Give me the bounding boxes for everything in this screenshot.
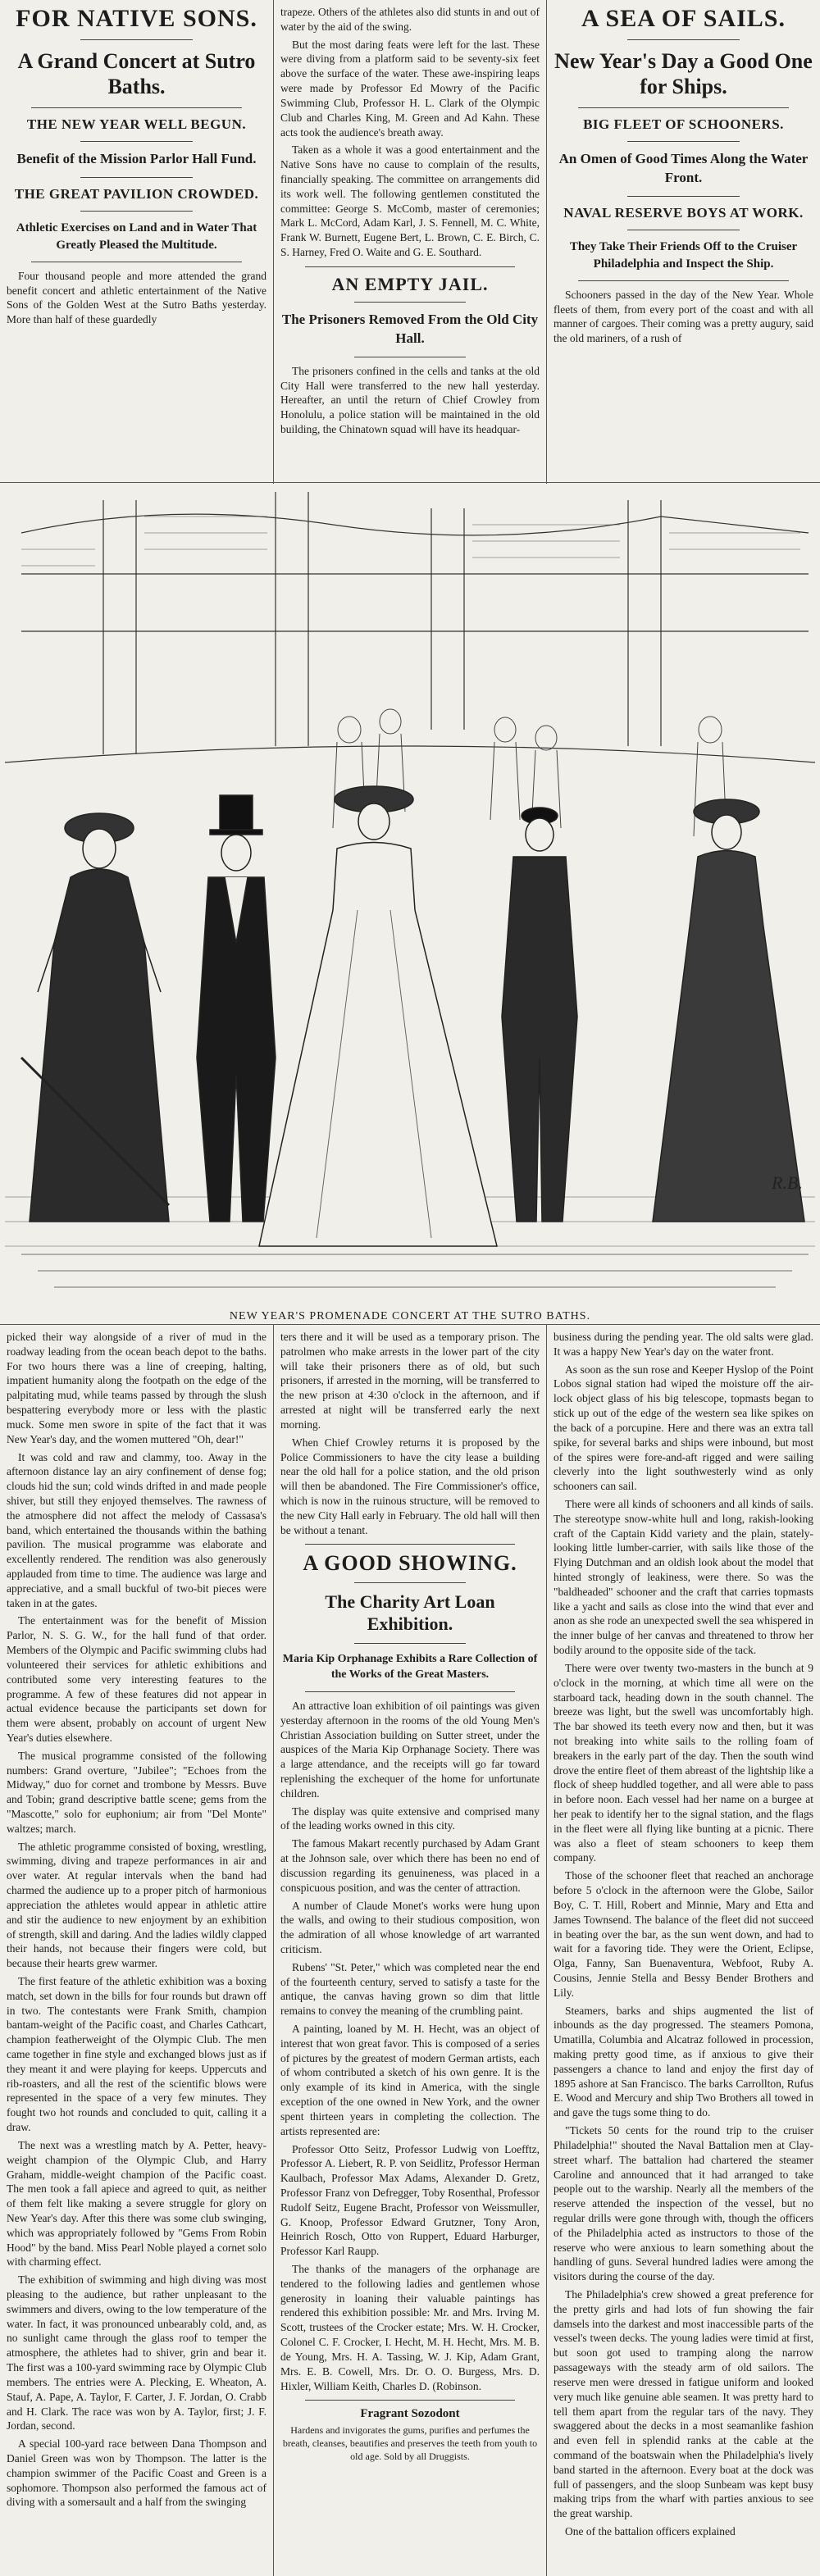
divider <box>305 1691 515 1692</box>
article-paragraph: Taken as a whole it was a good entertainment and the Native Sons have no cause to complain of the results, financially speaking. The committee on arrangements did its work well. The following gentlemen constituted the committee: George S. McComb, master of ceremonies; Mark L. McCord, Adam Karl, J. S. Fennell, M. C. White, Frank W. Burnett, Eugene Bert, L. Brown, C. E. Birch, C. S. Harney, Fred O. Waite and G. E. Southard. <box>280 143 540 258</box>
article-paragraph: When Chief Crowley returns it is proposed by the Police Commissioners to have the city lease a building near the old hall for a police station, and the old prison will then be abandoned. The Fire Commissioner's office, which is now in the ruinous structure, will be removed to the new City Hall early in February. The old hall will then be without a tenant. <box>280 1436 540 1536</box>
article-paragraph: trapeze. Others of the athletes also did stunts in and out of water by the aid of the swing. <box>280 6 540 33</box>
divider <box>31 107 242 108</box>
section-title: A SEA OF SAILS. <box>581 5 786 32</box>
article-paragraph: A number of Claude Monet's works were hung upon the walls, and owing to their studious composition, won the admiration of all whose knowledge of art warranted criticism. <box>280 1899 540 1955</box>
article-paragraph: The famous Makart recently purchased by Adam Grant at the Johnson sale, over which there has been no end of discussion regarding its genuineness, was placed in a conspicuous position, and was the center of attraction. <box>280 1837 540 1894</box>
headline: The Charity Art Loan Exhibition. <box>325 1591 495 1634</box>
headline: New Year's Day a Good One for Ships. <box>554 49 813 99</box>
article-paragraph: "Tickets 50 cents for the round trip to the cruiser Philadelphia!" shouted the Naval Battalion men at Clay-street wharf. The battalion had chartered the steamer Caroline and announced that it had arranged to take people out to the warship. Nearly all the members of the reserve attended the inspection of the vessel, but no regular drills were gone through with, though the officers of the Philadelphia acted as instructors to those of the reserve who were anxious to learn something about the handling of guns. Several hundred ladies were among the visitors during the course of the day. <box>554 2124 813 2283</box>
article-paragraph: The display was quite extensive and comprised many of the leading works owned in this city. <box>280 1805 540 1832</box>
article-paragraph: It was cold and raw and clammy, too. Away in the afternoon distance lay an airy confinement of dense fog; clouds hid the sun; cold winds drifted in and made people shiver, but still they enjoyed themselves. The rawness of the atmosphere did not affect the melody of Cassasa's band, which entertained the thousands within the bathing pavilion. The musical programme was elaborate and excellently rendered. The rendition was also generously applauded from time to time. The audience was large and appreciative, and a small buckful of two-bit pieces were taken in at the gates. <box>7 1450 266 1609</box>
article-paragraph: Steamers, barks and ships augmented the list of inbounds as the day progressed. The steamers Pomona, Umatilla, Columbia and Alcatraz followed in procession, making pretty good time, as if anxious to give their passengers a chance to land and enjoy the first day of 1895 ashore at San Francisco. The barks Carrollton, Rufus E. Wood and Mercury and ship Two Brothers all towed in and gave the tugs some thing to do. <box>554 2004 813 2119</box>
sea-of-sails-continued <box>547 1330 820 2574</box>
deck: Benefit of the Mission Parlor Hall Fund. <box>16 151 257 167</box>
article-paragraph: The thanks of the managers of the orphanage are tendered to the following ladies and gentlemen whose generosity in loaning their valuable paintings has rendered this exhibition possible: Mr. and Mrs. Irving M. Scott, trustees of the Crocker estate; Mrs. W. H. Crocker, Colonel C. F. Crocker, I. Hecht, M. H. Hecht, Mrs. M. B. de Young, Mrs. H. A. Tassing, W. J. Kip, Adam Grant, Mrs. E. B. Cowell, Mrs. Dr. O. O. Burgess, Mrs. D. Hixler, William Keith, Charles D. (Robinson. <box>280 2263 540 2392</box>
article-paragraph: business during the pending year. The old salts were glad. It was a happy New Year's day on the water front. <box>554 1331 813 1358</box>
article-paragraph: The exhibition of swimming and high diving was most pleasing to the audience, but rather unpleasant to the swimmers and divers, owing to the low temperature of the water. In fact, it was pronounced unbearably cold, and, as no sunlight came through the glass roof to temper the atmosphere, the athletes had to shiver, grin and bear it. The first was a 100-yard swimming race by Olympic Club members. The entries were A. Plecking, E. Wheaton, A. Stauf, A. Pape, A. Taylor, F. Carter, J. F. Jordan, O. Crabb and H. Clark. The race was won by A. Taylor, first; J. F. Jordan, second. <box>7 2273 266 2433</box>
article-paragraph: The Philadelphia's crew showed a great preference for the pretty girls and had lots of fun showing the fair damsels into the darkest and most inaccessible parts of the vessel's tween decks. The young ladies were timid at first, but soon got used to tramping along the narrow passageways with the steady arm of old sailors. The reserve men were dressed in fatigue uniform and looked very much like genuine able seamen. It was pretty hard to tell them apart from the regular tars of the navy. They swaggered about the decks in a most seamanlike fashion and even fell in splendid ranks at the cable at the command of the boatswain when the Philadelphia's lively band started in the afternoon. Every boat at the dock was full of passengers, and the sloop Sunbeam was kept busy making trips from the wharf with parties anxious to see the great warship. <box>554 2288 813 2520</box>
promenade-illustration <box>5 484 815 1304</box>
article-paragraph: A painting, loaned by M. H. Hecht, was an object of interest that won great favor. This is composed of a series of pictures by the greatest of modern German artists, each of whom contributed a sketch of his own genre. It is the only example of its kind in America, with the single exception of the one owned in New York, and the owner spent thirteen years in completing the collection. The artists represented are: <box>280 2023 540 2137</box>
divider <box>627 39 740 40</box>
article-paragraph: The musical programme consisted of the following numbers: Grand overture, "Jubilee"; "Echoes from the Midway," duo for cornet and trombone by Messrs. Buve and Tobin; grand descriptive battle scene; gems from the "Mascotte," solo for euphonium; air from "Del Monte" waltzes; march. <box>7 1749 266 1835</box>
section-title: AN EMPTY JAIL. <box>331 273 489 294</box>
section-title: FOR NATIVE SONS. <box>16 5 257 32</box>
divider <box>578 280 789 281</box>
deck: THE GREAT PAVILION CROWDED. <box>14 186 259 203</box>
article-paragraph: Those of the schooner fleet that reached an anchorage before 5 o'clock in the afternoon were the Globe, Sailor Boy, C. T. Hill, Robert and Minnie, Mary and Etta and James Townsend. The balance of the fleet did not succeed in beating over the bar, as the sun went down, and had to wait for a favoring tide. They were the Orient, Eclipse, Olga, Fanny, San Buenaventura, Webfoot, Ruby A. Cousins, Jennie Stella and Bessy Bender Brothers and Lily. <box>554 1869 813 1999</box>
deck: NAVAL RESERVE BOYS AT WORK. <box>563 205 804 221</box>
page-rule <box>0 482 820 483</box>
deck: They Take Their Friends Off to the Cruiser Philadelphia and Inspect the Ship. <box>569 240 798 271</box>
divider <box>80 141 193 142</box>
article-paragraph: The next was a wrestling match by A. Petter, heavy-weight champion of the Olympic Club, and Harry Graham, middle-weight champion of the Pacific coast. The men took a fall apiece and agreed to quit, as neither of them felt like making a severe struggle for glory on New Year's day. After this there was some club swinging, which was appropriately followed by "Gems From Robin Hood" by the band. Miss Pearl Noble played a cornet solo with charming effect. <box>7 2138 266 2269</box>
article-paragraph: Professor Otto Seitz, Professor Ludwig von Loefftz, Professor A. Liebert, R. P. von Seidlitz, Professor Herman Kaulbach, Professor Max Adams, Alexander D. Gretz, Professor Franz von Defregger, Toby Rosenthal, Professor Rudolf Seitz, Eugene Bracht, Professor von Weissmuller, G. Knoop, Professor Edward Grutzner, Tony Aron, Heinrich Rosch, Otto von Ruppert, Eduard Harburger, Professor Karl Raupp. <box>280 2142 540 2258</box>
divider <box>627 196 740 197</box>
divider <box>354 1643 466 1644</box>
divider <box>354 1582 466 1583</box>
article-paragraph: As soon as the sun rose and Keeper Hyslop of the Point Lobos signal station had wiped the moisture off the air-lock object glass of his big telescope, topmasts began to stick up out of the edge of the western sea like spikes on the back of a porcupine. Here and there was an extra tall spike, for several barks and ships were inbound, but most of the spires were fore-and-aft rigged and were sailing cleverly into the light southwesterly wind as only schooners can sail. <box>554 1363 813 1493</box>
advertisement-body: Hardens and invigorates the gums, purifies and perfumes the breath, cleanses, beautifies and preserves the teeth from youth to old age. Sold by all Druggists. <box>282 2424 538 2462</box>
deck: The Prisoners Removed From the Old City Hall. <box>281 311 539 346</box>
divider <box>80 39 193 40</box>
deck: BIG FLEET OF SCHOONERS. <box>583 116 784 133</box>
divider <box>627 141 740 142</box>
divider <box>80 211 193 212</box>
article-paragraph: Four thousand people and more attended the grand benefit concert and athletic entertainment of the Native Sons of the Golden West at the Sutro Baths yesterday. More than half of these guardedly <box>7 269 266 326</box>
article-paragraph: The first feature of the athletic exhibition was a boxing match, set down in the bills for four rounds but drawn off in two. The contestants were Frank Smith, champion bantam-weight of the Pacific coast, and Charles Cathcart, champion featherweight of the Olympic Club. The men came together in fine style and exchanged blows just as if they meant it and were playing for keeps. Uppercuts and rib-roasters, and all the rest of the scientific blows were represented in the space of a very few minutes. They fought two hot rounds and concluded to quit, calling it a draw. <box>7 1974 266 2134</box>
native-sons-article <box>0 0 273 482</box>
divider <box>80 177 193 178</box>
divider <box>578 107 789 108</box>
article-paragraph: Rubens' "St. Peter," which was completed near the end of the fourteenth century, served to satisfy a taste for the antique, the canvas having grown so dim that little remains to convey the meaning of the crumbling paint. <box>280 1960 540 2018</box>
page-rule <box>0 1324 820 1325</box>
article-paragraph: An attractive loan exhibition of oil paintings was given yesterday afternoon in the rooms of the old Young Men's Christian Association building on Sutter street, under the auspices of the Maria Kip Orphanage Society. There was a large attendance, and the receipts will go far toward replenishing the exchequer of the home for unfortunate children. <box>280 1699 540 1800</box>
section-title: A GOOD SHOWING. <box>303 1551 517 1576</box>
article-paragraph: But the most daring feats were left for the last. These were diving from a platform said to be seventy-six feet above the surface of the water. These awe-inspiring leaps were made by Professor Ed Mowry of the Pacific Swimming Club, Professor H. L. Clark of the Olympic Club and Charles King, M. Green and Ad Kahn. These acts took the audience's breath away. <box>280 38 540 139</box>
headline: A Grand Concert at Sutro Baths. <box>17 49 256 99</box>
article-paragraph: A special 100-yard race between Dana Thompson and Daniel Green was won by Thompson. The latter is the champion swimmer of the Pacific Coast and Green is a sophomore. Thompson also performed the famous act of diving with a somersault and a half from the swinging <box>7 2437 266 2509</box>
article-paragraph: The athletic programme consisted of boxing, wrestling, swimming, diving and trapeze performances in air and over water. At regular intervals when the band had charmed the audience up to a proper pitch of harmonious appreciation the athletes would appear in athletic attire and stir the audience to new enjoyment by an exhibition of strength, skill and daring. And the ladies wildly clapped their hands, not because their fingers were cold, but because their hearts grew warmer. <box>7 1840 266 1970</box>
deck: An Omen of Good Times Along the Water Front. <box>558 151 809 186</box>
sea-of-sails-article <box>547 0 820 482</box>
article-paragraph: The prisoners confined in the cells and tanks at the old City Hall were transferred to the new hall yesterday. Hereafter, an until the return of Chief Crowley from Honolulu, a police station will be maintained in the old building, the Chinatown squad will have its headquar- <box>280 364 540 435</box>
article-paragraph: There were over twenty two-masters in the bunch at 9 o'clock in the morning, at which time all were on the starboard tack, heading down in the south channel. The breeze was light, but the swell was uncomfortably high. The bar showed its teeth every now and then, but it was not breaking into white sails to the rolling foam of breakers in the early part of the day. Then the south wind drove the entire fleet of them abreast of the lightship like a flock of sheep huddled together, and all were able to pass in before noon. Each vessel had her name on a burgee at her peak to identify her to the signal station, and the flags in the fleet were all flying like bunting at a picnic. There was also a fleet of steam schooners to keep them company. <box>554 1661 813 1864</box>
artist-signature: R.B. <box>772 1172 803 1193</box>
deck: Maria Kip Orphanage Exhibits a Rare Collection of the Works of the Great Masters. <box>282 1653 538 1682</box>
article-paragraph: One of the battalion officers explained <box>565 2525 736 2537</box>
article-paragraph: picked their way alongside of a river of mud in the roadway leading from the ocean beach depot to the baths. For two hours there was a line of creeping, halting, impatient humanity along the footpath on the edge of the palpitating mud, while teams passed by through the slush bespattering everybody more or less with the plastic muck. Some men swore in spite of the fact that it was New Year's day, and the women muttered "Oh, dear!" <box>7 1331 266 1445</box>
deck: Athletic Exercises on Land and in Water That Greatly Pleased the Multitude. <box>16 221 257 252</box>
middle-bottom-column <box>274 1330 546 2574</box>
article-paragraph: The entertainment was for the benefit of Mission Parlor, N. S. G. W., for the hall fund of that order. Members of the Olympic and Pacific swimming clubs had volunteered their services for athletic exhibitions and contributed some very interesting features to the programme. A few of these features did not appear in actual evidence because the participants set down for them were absent, probably on account of urgent New Year's duties elsewhere. <box>7 1614 266 1744</box>
divider <box>354 302 466 303</box>
illustration-caption: NEW YEAR'S PROMENADE CONCERT AT THE SUTRO BATHS. <box>229 1310 591 1322</box>
article-paragraph: ters there and it will be used as a temporary prison. The patrolmen who make arrests in the lower part of the city will take their prisoners there as of old, but such prisoners, if arrested in the morning, will be transferred to the new prison at 4:30 o'clock in the afternoon, and if arrested at night will be transferred early the next morning. <box>280 1331 540 1431</box>
divider <box>305 2400 515 2401</box>
divider <box>305 266 515 267</box>
divider <box>305 1544 515 1545</box>
middle-top-column <box>274 0 546 482</box>
article-paragraph: There were all kinds of schooners and all kinds of sails. The stereotype snow-white hull and long, rakish-looking craft of the Captain Kidd variety and the plain, stately-looking little lumber-carrier, with sails like those of the Flying Dutchman and an oldish look about the model that hinted strongly of leakiness, were there. So was the "baldheaded" schooner and the craft that carries topmasts like a yacht and sails as close into the wind that ever and anon as she rode an unexpected swell the sea whispered in the inner bulge of her canvas and threatened to throw her bodily around to the opposite side of the tack. <box>554 1497 813 1657</box>
deck: THE NEW YEAR WELL BEGUN. <box>26 116 247 133</box>
native-sons-continued <box>0 1330 273 2574</box>
advertisement-title: Fragrant Sozodont <box>360 2407 460 2421</box>
article-paragraph: Schooners passed in the day of the New Year. Whole fleets of them, from every port of the coast and with all manner of cargoes. Their coming was a pretty augury, said the old mariners, of a rush of <box>554 288 813 345</box>
